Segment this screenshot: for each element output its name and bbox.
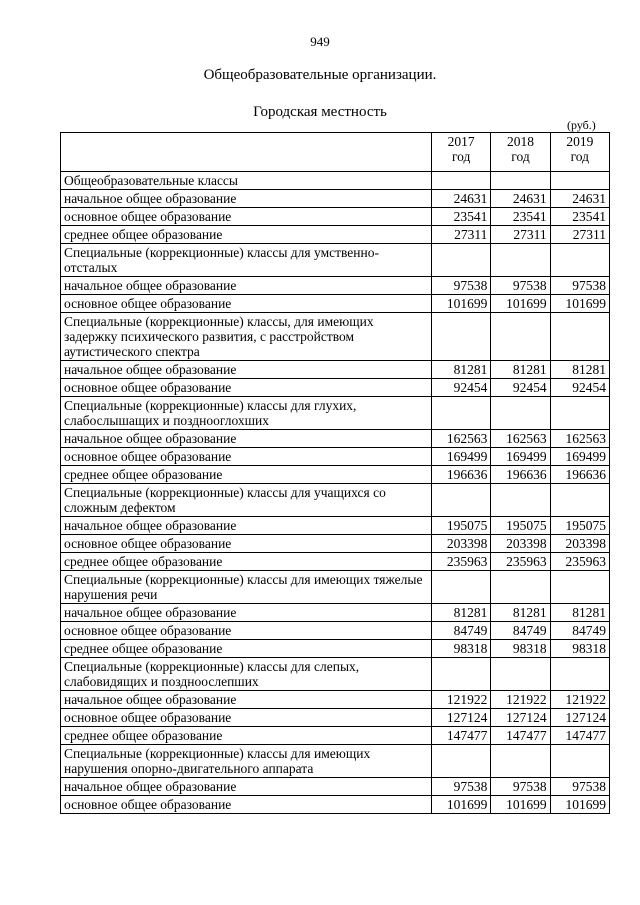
row-label: Специальные (коррекционные) классы для глухих, слабослышащих и позднооглохших (61, 397, 432, 430)
value-cell-2017: 97538 (432, 778, 491, 796)
row-label: основное общее образование (61, 208, 432, 226)
table-row (61, 796, 610, 814)
value-cell-2017: 101699 (432, 796, 491, 814)
table-row (61, 484, 610, 517)
table-row (61, 190, 610, 208)
row-label: основное общее образование (61, 622, 432, 640)
row-label: основное общее образование (61, 448, 432, 466)
row-label: основное общее образование (61, 295, 432, 313)
value-cell-2017: 27311 (432, 226, 491, 244)
value-cell-2019: 101699 (550, 295, 609, 313)
row-label: Специальные (коррекционные) классы для имеющих нарушения опорно-двигательного аппарата (61, 745, 432, 778)
table-row (61, 313, 610, 361)
row-label: основное общее образование (61, 535, 432, 553)
row-label: основное общее образование (61, 379, 432, 397)
value-cell-2019: 101699 (550, 796, 609, 814)
value-cell-2018: 81281 (491, 604, 550, 622)
table-row (61, 571, 610, 604)
row-label: среднее общее образование (61, 727, 432, 745)
header-year: 2018 (506, 134, 534, 149)
value-cell-2018: 127124 (491, 709, 550, 727)
row-label: основное общее образование (61, 709, 432, 727)
row-label: Специальные (коррекционные) классы для умственно-отсталых (61, 244, 432, 277)
value-cell-2018: 235963 (491, 553, 550, 571)
row-label: начальное общее образование (61, 361, 432, 379)
table-row (61, 295, 610, 313)
value-cell-2019 (550, 172, 609, 190)
row-label: среднее общее образование (61, 226, 432, 244)
table-row (61, 397, 610, 430)
value-cell-2019: 203398 (550, 535, 609, 553)
table-row (61, 535, 610, 553)
value-cell-2017: 121922 (432, 691, 491, 709)
value-cell-2019: 195075 (550, 517, 609, 535)
header-year-word: год (511, 149, 530, 164)
table-row (61, 778, 610, 796)
value-cell-2019 (550, 397, 609, 430)
value-cell-2017: 84749 (432, 622, 491, 640)
table-row (61, 745, 610, 778)
value-cell-2017: 23541 (432, 208, 491, 226)
value-cell-2019: 81281 (550, 604, 609, 622)
row-label: начальное общее образование (61, 517, 432, 535)
value-cell-2018 (491, 571, 550, 604)
value-cell-2019: 97538 (550, 778, 609, 796)
table-row (61, 208, 610, 226)
value-cell-2018: 97538 (491, 277, 550, 295)
value-cell-2019 (550, 571, 609, 604)
value-cell-2018 (491, 244, 550, 277)
value-cell-2017 (432, 244, 491, 277)
value-cell-2019: 98318 (550, 640, 609, 658)
value-cell-2018: 24631 (491, 190, 550, 208)
row-label: начальное общее образование (61, 277, 432, 295)
value-cell-2019: 23541 (550, 208, 609, 226)
value-cell-2019: 92454 (550, 379, 609, 397)
table-row (61, 466, 610, 484)
table-row (61, 658, 610, 691)
value-cell-2018 (491, 397, 550, 430)
header-year-word: год (451, 149, 471, 164)
value-cell-2019: 121922 (550, 691, 609, 709)
table-row (61, 604, 610, 622)
value-cell-2017: 101699 (432, 295, 491, 313)
value-cell-2019 (550, 313, 609, 361)
value-cell-2018: 162563 (491, 430, 550, 448)
value-cell-2017: 24631 (432, 190, 491, 208)
value-cell-2017: 81281 (432, 604, 491, 622)
value-cell-2019: 84749 (550, 622, 609, 640)
row-label: начальное общее образование (61, 604, 432, 622)
value-cell-2019 (550, 484, 609, 517)
value-cell-2017: 196636 (432, 466, 491, 484)
row-label: Общеобразовательные классы (61, 172, 432, 190)
value-cell-2018: 196636 (491, 466, 550, 484)
value-cell-2018: 97538 (491, 778, 550, 796)
value-cell-2017 (432, 397, 491, 430)
table-row (61, 727, 610, 745)
table-row (61, 691, 610, 709)
table-row (61, 172, 610, 190)
header-year-word: год (570, 149, 590, 164)
table-row (61, 244, 610, 277)
table-row (61, 553, 610, 571)
value-cell-2017: 235963 (432, 553, 491, 571)
row-label: начальное общее образование (61, 190, 432, 208)
value-cell-2019: 235963 (550, 553, 609, 571)
value-cell-2017 (432, 484, 491, 517)
value-cell-2017 (432, 313, 491, 361)
value-cell-2019: 162563 (550, 430, 609, 448)
value-cell-2017: 203398 (432, 535, 491, 553)
value-cell-2018: 203398 (491, 535, 550, 553)
value-cell-2018: 27311 (491, 226, 550, 244)
row-label: начальное общее образование (61, 778, 432, 796)
value-cell-2017: 169499 (432, 448, 491, 466)
value-cell-2018: 23541 (491, 208, 550, 226)
value-cell-2019 (550, 244, 609, 277)
cost-table (60, 132, 610, 814)
value-cell-2018: 92454 (491, 379, 550, 397)
value-cell-2017: 127124 (432, 709, 491, 727)
table-row (61, 622, 610, 640)
value-cell-2018 (491, 484, 550, 517)
table-row (61, 448, 610, 466)
header-empty-cell (61, 133, 432, 172)
value-cell-2019: 97538 (550, 277, 609, 295)
value-cell-2018: 98318 (491, 640, 550, 658)
row-label: Специальные (коррекционные) классы для имеющих тяжелые нарушения речи (61, 571, 432, 604)
table-row (61, 640, 610, 658)
value-cell-2019 (550, 745, 609, 778)
row-label: начальное общее образование (61, 691, 432, 709)
header-year-2018 (491, 133, 550, 172)
page-title: Общеобразовательные организации. (203, 67, 437, 83)
row-label: среднее общее образование (61, 640, 432, 658)
value-cell-2018: 101699 (491, 295, 550, 313)
value-cell-2019: 81281 (550, 361, 609, 379)
header-year: 2019 (566, 134, 594, 149)
table-row (61, 226, 610, 244)
table-header-row (61, 133, 610, 172)
header-year-2019 (550, 133, 609, 172)
row-label: основное общее образование (61, 796, 432, 814)
value-cell-2017: 162563 (432, 430, 491, 448)
value-cell-2019: 196636 (550, 466, 609, 484)
row-label: Специальные (коррекционные) классы для слепых, слабовидящих и поздноослепших (61, 658, 432, 691)
table-row (61, 517, 610, 535)
value-cell-2017: 147477 (432, 727, 491, 745)
value-cell-2018: 195075 (491, 517, 550, 535)
value-cell-2018: 84749 (491, 622, 550, 640)
table-row (61, 379, 610, 397)
value-cell-2019: 169499 (550, 448, 609, 466)
value-cell-2017 (432, 745, 491, 778)
value-cell-2019: 127124 (550, 709, 609, 727)
value-cell-2018: 81281 (491, 361, 550, 379)
value-cell-2017 (432, 571, 491, 604)
value-cell-2017 (432, 172, 491, 190)
row-label: среднее общее образование (61, 553, 432, 571)
value-cell-2018: 147477 (491, 727, 550, 745)
table-row (61, 361, 610, 379)
value-cell-2018: 121922 (491, 691, 550, 709)
value-cell-2018 (491, 313, 550, 361)
value-cell-2018: 169499 (491, 448, 550, 466)
table-row (61, 430, 610, 448)
value-cell-2017: 195075 (432, 517, 491, 535)
value-cell-2017: 97538 (432, 277, 491, 295)
value-cell-2019: 27311 (550, 226, 609, 244)
value-cell-2018: 101699 (491, 796, 550, 814)
row-label: начальное общее образование (61, 430, 432, 448)
value-cell-2018 (491, 172, 550, 190)
row-label: среднее общее образование (61, 466, 432, 484)
header-year: 2017 (447, 134, 475, 149)
header-year-2017 (432, 133, 491, 172)
value-cell-2017 (432, 658, 491, 691)
row-label: Специальные (коррекционные) классы для учащихся со сложным дефектом (61, 484, 432, 517)
row-label: Специальные (коррекционные) классы, для имеющих задержку психического развития, с расстройством аутистического спектра (61, 313, 432, 361)
value-cell-2017: 92454 (432, 379, 491, 397)
table-row (61, 709, 610, 727)
page-number: 949 (310, 34, 330, 49)
value-cell-2019: 147477 (550, 727, 609, 745)
value-cell-2019: 24631 (550, 190, 609, 208)
value-cell-2018 (491, 658, 550, 691)
value-cell-2017: 81281 (432, 361, 491, 379)
value-cell-2017: 98318 (432, 640, 491, 658)
unit-label: (руб.) (567, 118, 596, 132)
value-cell-2019 (550, 658, 609, 691)
value-cell-2018 (491, 745, 550, 778)
page-subtitle: Городская местность (253, 104, 387, 120)
table-row (61, 277, 610, 295)
